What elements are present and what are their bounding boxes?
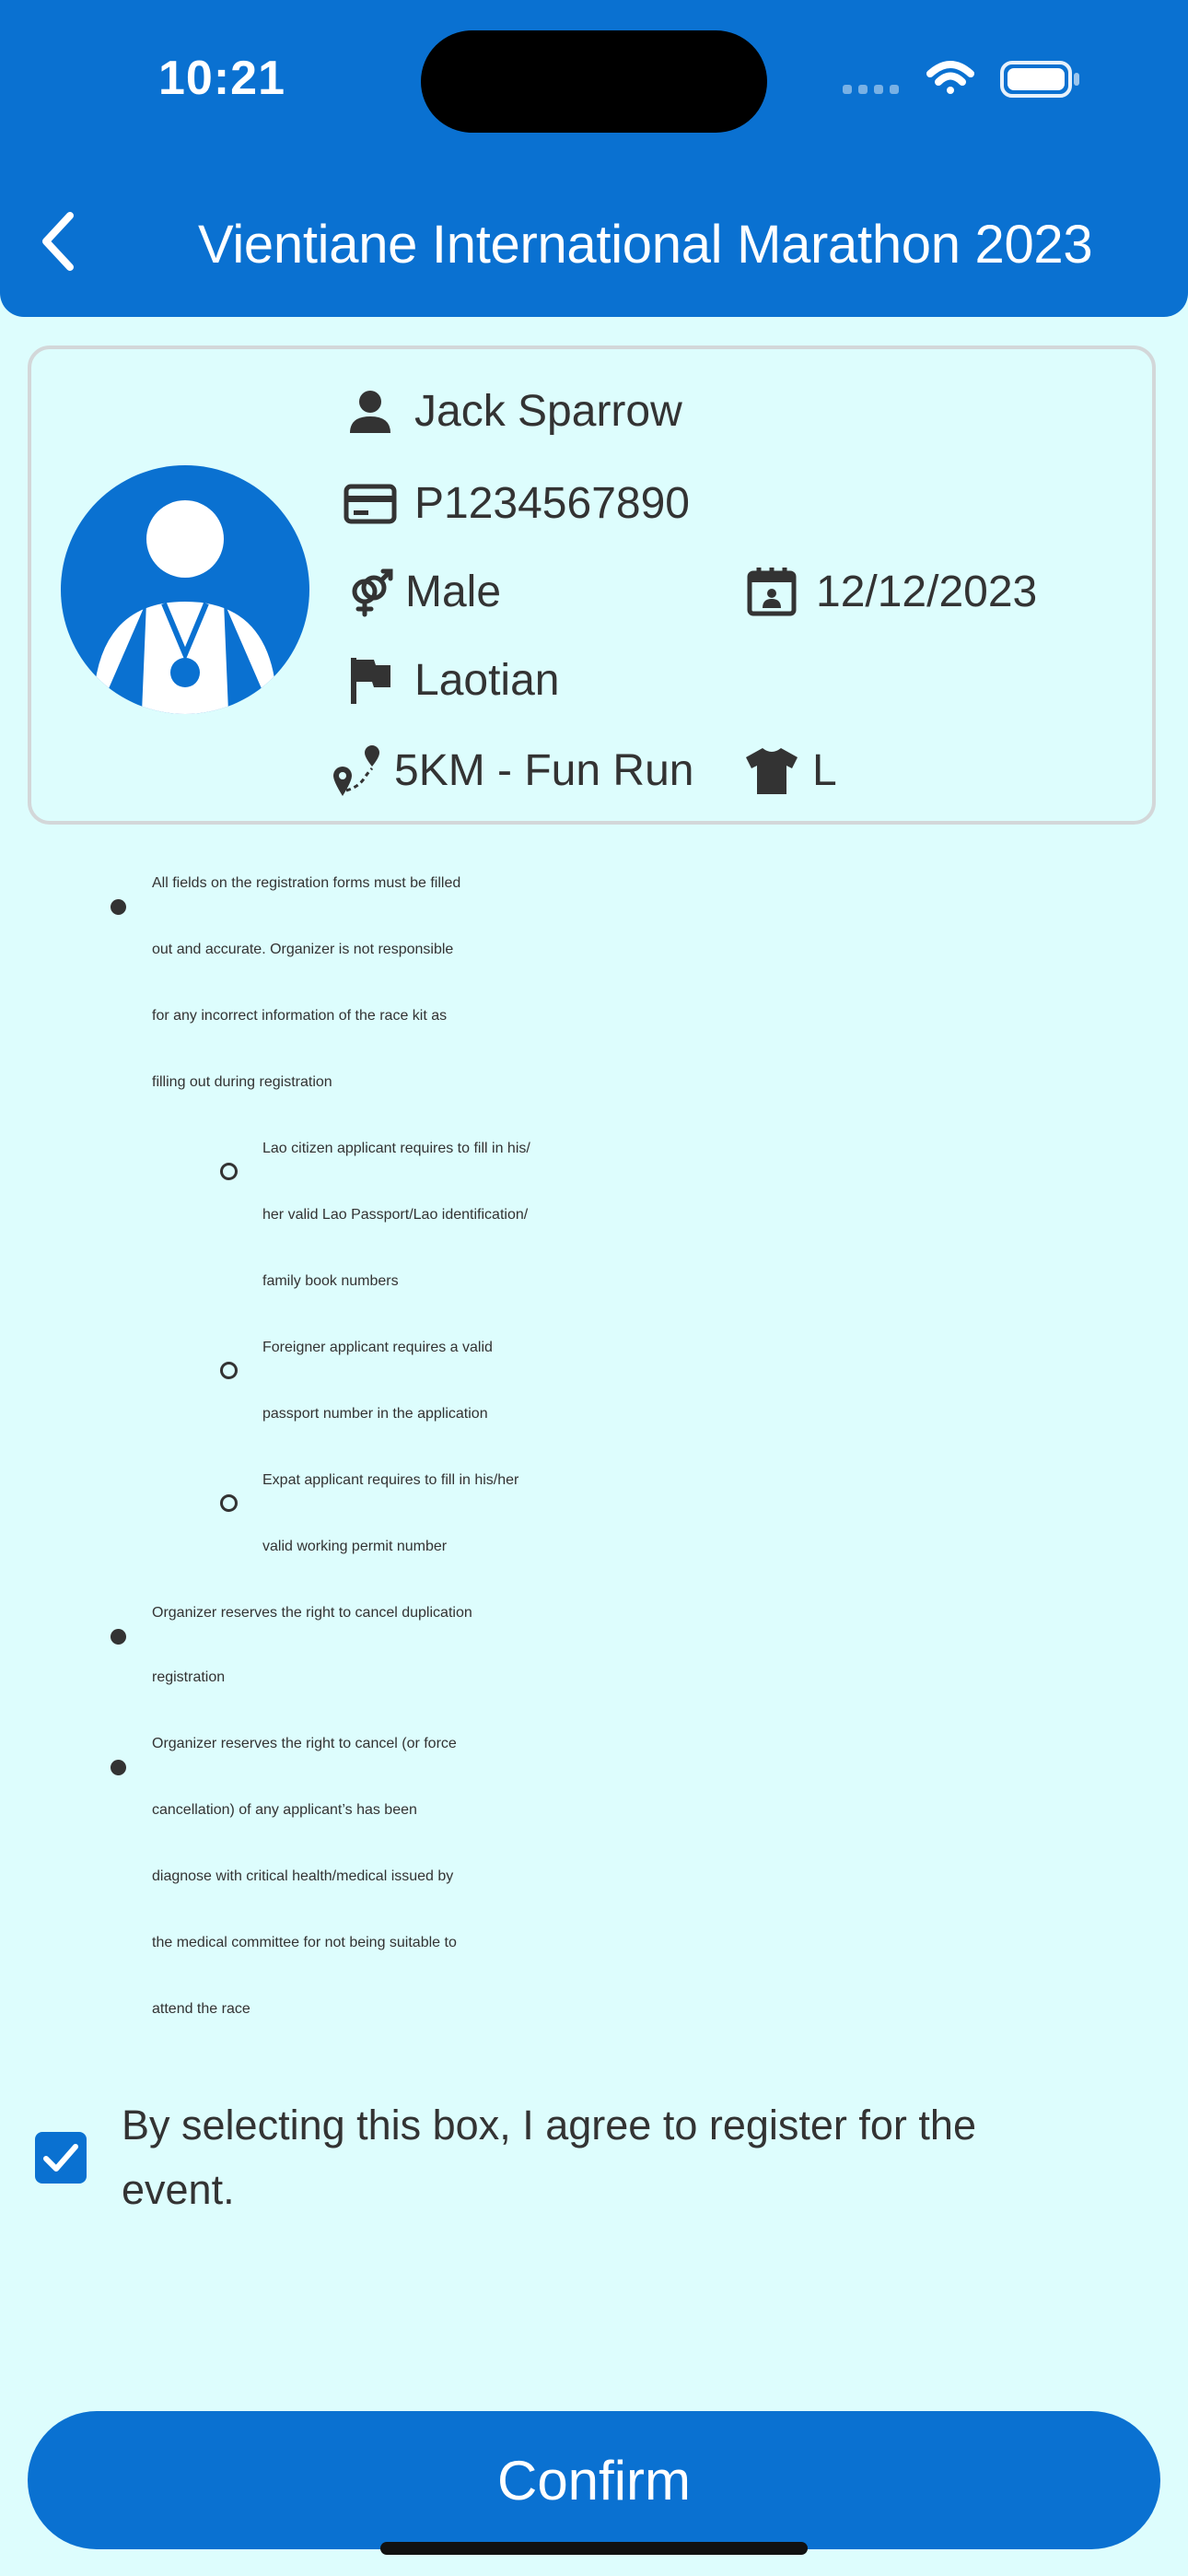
bullet-dot — [111, 1629, 126, 1645]
sub-term-1-line-2: her valid Lao Passport/Lao identification/ — [262, 1207, 529, 1223]
id-card-icon — [343, 475, 398, 531]
person-icon — [343, 383, 398, 439]
term-2-line-1: Organizer reserves the right to cancel duplication — [152, 1605, 472, 1621]
profile-nationality: Laotian — [414, 655, 560, 705]
signal-icon — [843, 85, 899, 94]
tshirt-icon — [744, 743, 799, 798]
sub-term-2-line-1: Foreigner applicant requires a valid — [262, 1340, 493, 1355]
term-3-line-5: attend the race — [152, 2001, 250, 2017]
profile-id-row — [343, 475, 690, 531]
sub-term-2-line-2: passport number in the application — [262, 1406, 488, 1422]
avatar-runner-icon — [61, 465, 309, 714]
page-title: Vientiane International Marathon 2023 — [198, 215, 1093, 275]
profile-race: 5KM - Fun Run — [394, 745, 694, 795]
battery-icon — [1002, 63, 1079, 96]
profile-name: Jack Sparrow — [414, 386, 682, 436]
sub-bullet-ring — [220, 1494, 238, 1512]
bullet-dot — [111, 899, 126, 915]
profile-gender-row — [343, 564, 501, 619]
term-1-line-2: out and accurate. Organizer is not responsible — [152, 942, 454, 957]
term-1-line-3: for any incorrect information of the race kit as — [152, 1008, 448, 1024]
flag-icon — [343, 652, 398, 708]
status-time: 10:21 — [158, 52, 285, 105]
confirm-button[interactable] — [28, 2411, 1160, 2549]
back-button[interactable] — [33, 205, 88, 278]
term-3-line-4: the medical committee for not being suitable to — [152, 1935, 457, 1950]
profile-name-row — [343, 383, 682, 439]
sub-bullet-ring — [220, 1362, 238, 1379]
wifi-icon — [930, 64, 971, 94]
agree-checkbox[interactable] — [35, 2132, 87, 2184]
term-3-line-1: Organizer reserves the right to cancel (or force — [152, 1736, 457, 1751]
sub-term-1-line-1: Lao citizen applicant requires to fill in his/ — [262, 1141, 530, 1156]
profile-nationality-row — [343, 652, 559, 708]
sub-term-1-line-3: family book numbers — [262, 1273, 399, 1289]
profile-gender: Male — [405, 567, 502, 616]
term-3-line-2: cancellation) of any applicant’s has been — [152, 1802, 417, 1818]
app-header — [0, 0, 1188, 317]
profile-date-row — [744, 564, 1037, 619]
agree-label-line-1: By selecting this box, I agree to register for the — [122, 2102, 976, 2149]
agree-label-line-2: event. — [122, 2166, 235, 2213]
sub-bullet-ring — [220, 1163, 238, 1180]
sub-term-3-line-1: Expat applicant requires to fill in his/her — [262, 1472, 519, 1488]
sub-term-3-line-2: valid working permit number — [262, 1539, 448, 1554]
calendar-icon — [744, 564, 799, 619]
profile-race-row — [332, 743, 693, 798]
home-indicator — [380, 2542, 808, 2555]
status-icons — [838, 53, 1087, 109]
chevron-left-icon — [46, 216, 70, 267]
profile-shirt-row — [744, 743, 837, 798]
checkmark-icon — [46, 2147, 76, 2169]
term-3-line-3: diagnose with critical health/medical issued by — [152, 1868, 454, 1884]
agree-label — [122, 2093, 1135, 2222]
confirm-label: Confirm — [496, 2449, 692, 2512]
route-pin-icon — [332, 743, 387, 798]
term-1-line-1: All fields on the registration forms must be filled — [152, 875, 461, 891]
profile-id-number: P1234567890 — [414, 478, 690, 528]
term-1-line-4: filling out during registration — [152, 1074, 332, 1090]
profile-shirt-size: L — [812, 745, 837, 795]
gender-icon — [343, 564, 398, 619]
profile-date: 12/12/2023 — [816, 567, 1038, 616]
bullet-dot — [111, 1760, 126, 1775]
dynamic-island — [421, 30, 767, 133]
term-2-line-2: registration — [152, 1669, 226, 1685]
